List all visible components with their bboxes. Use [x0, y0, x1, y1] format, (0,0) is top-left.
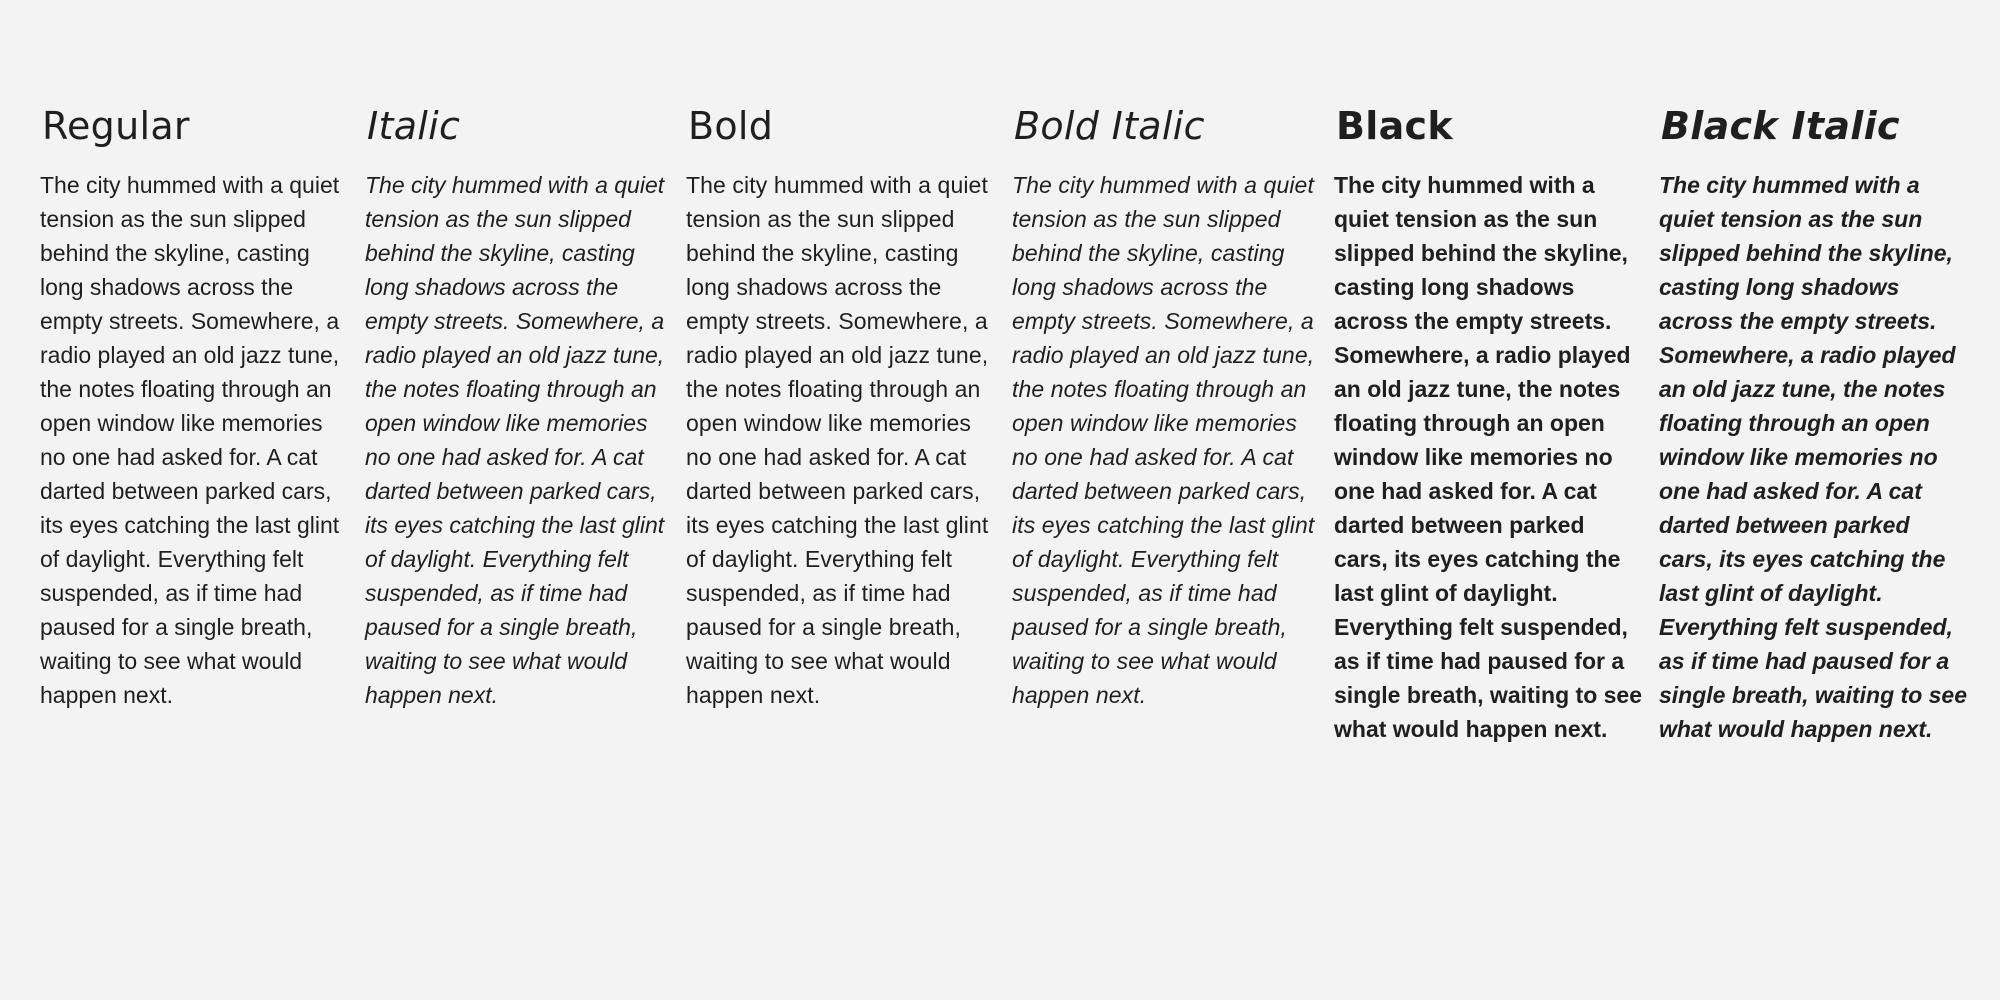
column-bold [686, 100, 996, 712]
style-heading-bold: Bold [688, 104, 774, 148]
column-black [1334, 100, 1644, 746]
sample-text-bold-italic: The city hummed with a quiet tension as the sun slipped behind the skyline, casting long shadows across the empty streets. Somewhere, a radio played an old jazz tune, the notes floating through an open window like memories no one had asked for. A cat darted between parked cars, its eyes catching the last glint of daylight. Everything felt suspended, as if time had paused for a single breath, waiting to see what would happen next. [1012, 172, 1315, 708]
sample-text-black-italic: The city hummed with a quiet tension as the sun slipped behind the skyline, casting long shadows across the empty streets. Somewhere, a radio played an old jazz tune, the notes floating through an open window like memories no one had asked for. A cat darted between parked cars, its eyes catching the last glint of daylight. Everything felt suspended, as if time had paused for a single breath, waiting to see what would happen next. [1659, 172, 1968, 742]
column-italic [365, 100, 675, 712]
column-regular [40, 100, 350, 712]
style-heading-bold-italic: Bold Italic [1014, 104, 1205, 148]
column-bold-italic [1012, 100, 1322, 712]
sample-text-black: The city hummed with a quiet tension as the sun slipped behind the skyline, casting long shadows across the empty streets. Somewhere, a radio played an old jazz tune, the notes floating through an open window like memories no one had asked for. A cat darted between parked cars, its eyes catching the last glint of daylight. Everything felt suspended, as if time had paused for a single breath, waiting to see what would happen next. [1334, 172, 1643, 742]
style-heading-black-italic: Black Italic [1661, 104, 1900, 148]
sample-text-bold: The city hummed with a quiet tension as the sun slipped behind the skyline, casting long shadows across the empty streets. Somewhere, a radio played an old jazz tune, the notes floating through an open window like memories no one had asked for. A cat darted between parked cars, its eyes catching the last glint of daylight. Everything felt suspended, as if time had paused for a single breath, waiting to see what would happen next. [686, 172, 989, 708]
style-heading-italic: Italic [367, 104, 461, 148]
sample-text-regular: The city hummed with a quiet tension as the sun slipped behind the skyline, casting long shadows across the empty streets. Somewhere, a radio played an old jazz tune, the notes floating through an open window like memories no one had asked for. A cat darted between parked cars, its eyes catching the last glint of daylight. Everything felt suspended, as if time had paused for a single breath, waiting to see what would happen next. [40, 172, 340, 708]
column-black-italic [1659, 100, 1969, 746]
style-heading-regular: Regular [42, 104, 190, 148]
sample-text-italic: The city hummed with a quiet tension as the sun slipped behind the skyline, casting long shadows across the empty streets. Somewhere, a radio played an old jazz tune, the notes floating through an open window like memories no one had asked for. A cat darted between parked cars, its eyes catching the last glint of daylight. Everything felt suspended, as if time had paused for a single breath, waiting to see what would happen next. [365, 172, 665, 708]
style-heading-black: Black [1336, 104, 1453, 148]
